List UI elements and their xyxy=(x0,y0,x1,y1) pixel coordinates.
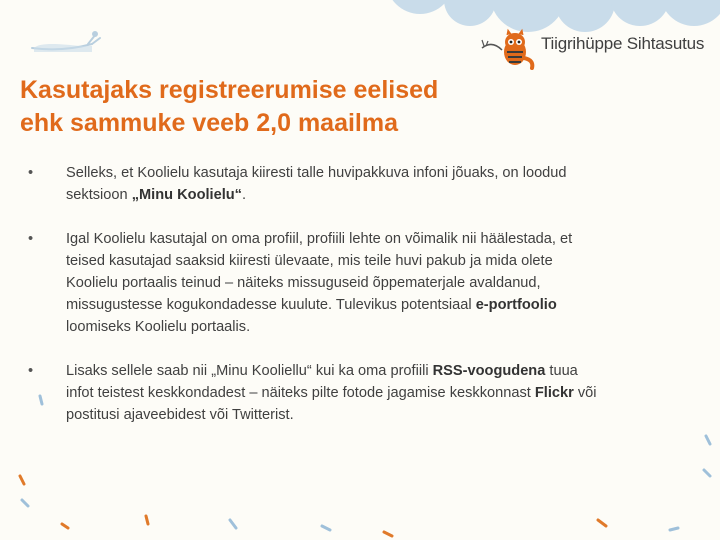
bullet-text-line xyxy=(66,162,658,184)
bullet-marker: • xyxy=(28,165,34,181)
bullet-text-line xyxy=(66,294,658,316)
bullet-text: või xyxy=(573,385,597,401)
title-line: Kasutajaks registreerumise eelised xyxy=(20,76,439,104)
bullet-text-line xyxy=(66,382,658,404)
bullet-bold-text: Flickr xyxy=(534,385,574,401)
bullet-text: infot teistest keskkondadest – näiteks pilte fotode jagamise keskkonnast xyxy=(66,385,535,401)
bullet-text: Igal Koolielu kasutajal on oma profiil, profiili lehte on võimalik nii häälestada, et xyxy=(66,231,573,247)
bullet-text: Lisaks sellele saab nii „Minu Kooliellu“ kui ka oma profiili xyxy=(66,363,433,379)
bullet-text: missugustesse kogukondadesse kuulute. Tulevikus potentsiaal xyxy=(66,297,476,313)
bullet-text-line xyxy=(66,404,658,426)
bullet-item xyxy=(28,162,658,206)
title-line: ehk sammuke veeb 2,0 maailma xyxy=(20,109,399,137)
bullet-text-line xyxy=(66,360,658,382)
logo[interactable] xyxy=(480,26,705,70)
bullet-text: sektsioon xyxy=(66,187,132,203)
bullet-bold-text: e-portfoolio xyxy=(475,297,557,313)
bullet-text-line xyxy=(66,316,658,338)
bullet-text-line xyxy=(66,184,658,206)
bullet-text: loomiseks Koolielu portaalis. xyxy=(66,319,251,335)
bullet-text: . xyxy=(241,187,247,203)
bullet-bold-text: „Minu Koolielu“ xyxy=(131,187,242,203)
bullet-marker: • xyxy=(28,363,34,379)
bullet-marker: • xyxy=(28,231,34,247)
bullet-text-line xyxy=(66,228,658,250)
logo-text: Tiigrihüppe Sihtasutus xyxy=(541,34,705,53)
bullet-text: Selleks, et Koolielu kasutaja kiiresti talle huvipakkuva infoni jõuaks, on loodud xyxy=(66,165,567,181)
bullet-text: teised kasutajad saaksid kiiresti ülevaate, mis teile huvi pakub ja mida olete xyxy=(66,253,553,269)
bullet-text: postitusi ajaveebidest või Twitterist. xyxy=(66,407,294,423)
bullet-bold-text: RSS-voogudena xyxy=(432,363,546,379)
tiger-mascot-icon xyxy=(480,26,538,70)
bullet-item xyxy=(28,360,658,426)
bullet-text-line xyxy=(66,250,658,272)
bullet-list xyxy=(28,162,658,448)
bullet-text: Koolielu portaalis teinud – näiteks missuguseid õppematerjale avaldanud, xyxy=(66,275,541,291)
page-title xyxy=(20,74,500,140)
bullet-text-line xyxy=(66,272,658,294)
bullet-item xyxy=(28,228,658,338)
bullet-text: tuua xyxy=(545,363,578,379)
